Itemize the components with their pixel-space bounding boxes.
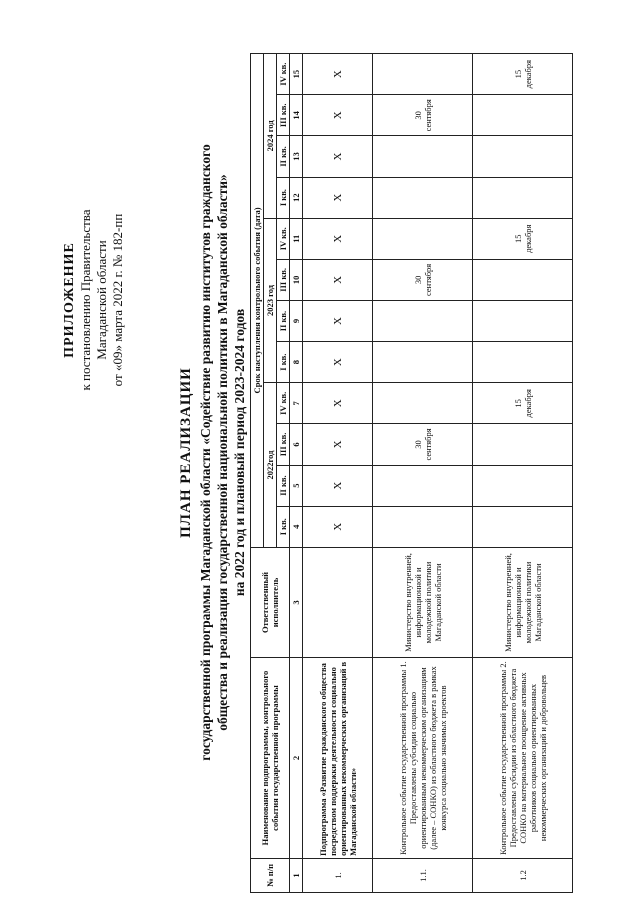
row-executor: Министерство внутренней, информационной и молодежной политики Магаданской области <box>373 547 473 657</box>
row-cell: X <box>303 95 373 136</box>
header-quarter: IV кв. <box>277 383 290 424</box>
plan-subtitle-line-1: государственной программы Магаданской области «Содействие развитию институтов гражданского <box>198 144 213 761</box>
row-number: 1.2 <box>473 858 573 892</box>
header-quarter: III кв. <box>277 424 290 465</box>
column-number: 2 <box>290 658 303 859</box>
column-number: 1 <box>290 858 303 892</box>
row-name: Контрольное событие государственной программы 2. Предоставлены субсидии из областного бюджета СОНКО на материальное поощрение активных работников социально ориентированных некоммерческих организаций и добровольцев <box>473 658 573 859</box>
appendix-line-3: от «09» марта 2022 г. № 182-пп <box>110 213 125 387</box>
row-cell <box>373 136 473 177</box>
appendix-line-2: Магаданской области <box>94 240 109 360</box>
header-quarter: I кв. <box>277 177 290 218</box>
row-cell <box>473 506 573 547</box>
plan-title: ПЛАН РЕАЛИЗАЦИИ <box>178 367 194 538</box>
row-executor <box>303 547 373 657</box>
row-cell <box>473 177 573 218</box>
row-cell <box>473 259 573 300</box>
row-cell <box>373 342 473 383</box>
row-cell: 15 декабря <box>473 383 573 424</box>
row-cell: X <box>303 54 373 95</box>
header-quarter: I кв. <box>277 506 290 547</box>
column-number: 11 <box>290 218 303 259</box>
row-executor: Министерство внутренней, информационной и молодежной политики Магаданской области <box>473 547 573 657</box>
column-number: 14 <box>290 95 303 136</box>
row-cell: X <box>303 136 373 177</box>
row-name: Подпрограмма «Развитие гражданского общества посредством поддержки деятельности социально ориентированных некоммерческих организаций в Магаданской области» <box>303 658 373 859</box>
header-executor: Ответственный исполнитель <box>251 547 290 657</box>
header-num: № п/п <box>251 858 290 892</box>
header-quarter: II кв. <box>277 300 290 341</box>
row-cell: X <box>303 383 373 424</box>
header-quarter: II кв. <box>277 136 290 177</box>
header-quarter: III кв. <box>277 259 290 300</box>
row-cell: X <box>303 424 373 465</box>
header-quarter: IV кв. <box>277 218 290 259</box>
row-cell <box>373 177 473 218</box>
column-number: 9 <box>290 300 303 341</box>
row-cell: 15 декабря <box>473 218 573 259</box>
row-cell <box>473 300 573 341</box>
row-cell <box>373 383 473 424</box>
column-number: 5 <box>290 465 303 506</box>
appendix-block <box>62 190 126 410</box>
column-number: 6 <box>290 424 303 465</box>
row-cell: X <box>303 300 373 341</box>
header-year-2022: 2022год <box>264 383 277 548</box>
appendix-title: ПРИЛОЖЕНИЕ <box>62 242 77 358</box>
table-row <box>303 54 373 893</box>
header-quarter: III кв. <box>277 95 290 136</box>
column-number: 12 <box>290 177 303 218</box>
row-cell <box>473 136 573 177</box>
header-quarter: I кв. <box>277 342 290 383</box>
row-cell: X <box>303 342 373 383</box>
header-year-2023: 2023 год <box>264 218 277 383</box>
header-quarter: II кв. <box>277 465 290 506</box>
plan-subtitle-line-2: общества и реализация государственной национальной политики в Магаданской области» <box>215 174 230 731</box>
row-cell <box>473 465 573 506</box>
appendix-line-1: к постановлению Правительства <box>78 209 93 391</box>
column-number: 3 <box>290 547 303 657</box>
header-quarter: IV кв. <box>277 54 290 95</box>
table-row <box>373 54 473 893</box>
column-number: 13 <box>290 136 303 177</box>
plan-subtitle-line-3: на 2022 год и плановый период 2023-2024 годов <box>232 308 247 597</box>
column-number-row <box>290 54 303 893</box>
row-cell: 30 сентября <box>373 259 473 300</box>
header-year-2024: 2024 год <box>264 54 277 219</box>
row-cell <box>373 54 473 95</box>
column-number: 15 <box>290 54 303 95</box>
row-number: 1.1. <box>373 858 473 892</box>
row-cell <box>473 424 573 465</box>
row-name: Контрольное событие государственной программы 1. Предоставлены субсидии социально ориентированным некоммерческим организациям (далее – СОНКО) из областного бюджета в рамках конкурса социально значимых проектов <box>373 658 473 859</box>
plan-title-block <box>178 0 248 905</box>
row-cell <box>373 506 473 547</box>
row-cell: X <box>303 218 373 259</box>
column-number: 4 <box>290 506 303 547</box>
header-name: Наименование подпрограммы, контрольного события государственной программы <box>251 658 290 859</box>
column-number: 8 <box>290 342 303 383</box>
row-cell: 30 сентября <box>373 95 473 136</box>
row-cell <box>473 95 573 136</box>
row-cell: X <box>303 465 373 506</box>
row-cell: X <box>303 259 373 300</box>
table-row <box>473 54 573 893</box>
row-cell: X <box>303 506 373 547</box>
row-cell <box>373 465 473 506</box>
row-cell <box>473 342 573 383</box>
row-cell: 15 декабря <box>473 54 573 95</box>
row-number: 1. <box>303 858 373 892</box>
row-cell: 30 сентября <box>373 424 473 465</box>
header-deadline: Срок наступления контрольного события (дата) <box>251 54 264 548</box>
row-cell <box>373 218 473 259</box>
row-cell: X <box>303 177 373 218</box>
row-cell <box>373 300 473 341</box>
column-number: 7 <box>290 383 303 424</box>
column-number: 10 <box>290 259 303 300</box>
plan-table <box>250 53 573 893</box>
